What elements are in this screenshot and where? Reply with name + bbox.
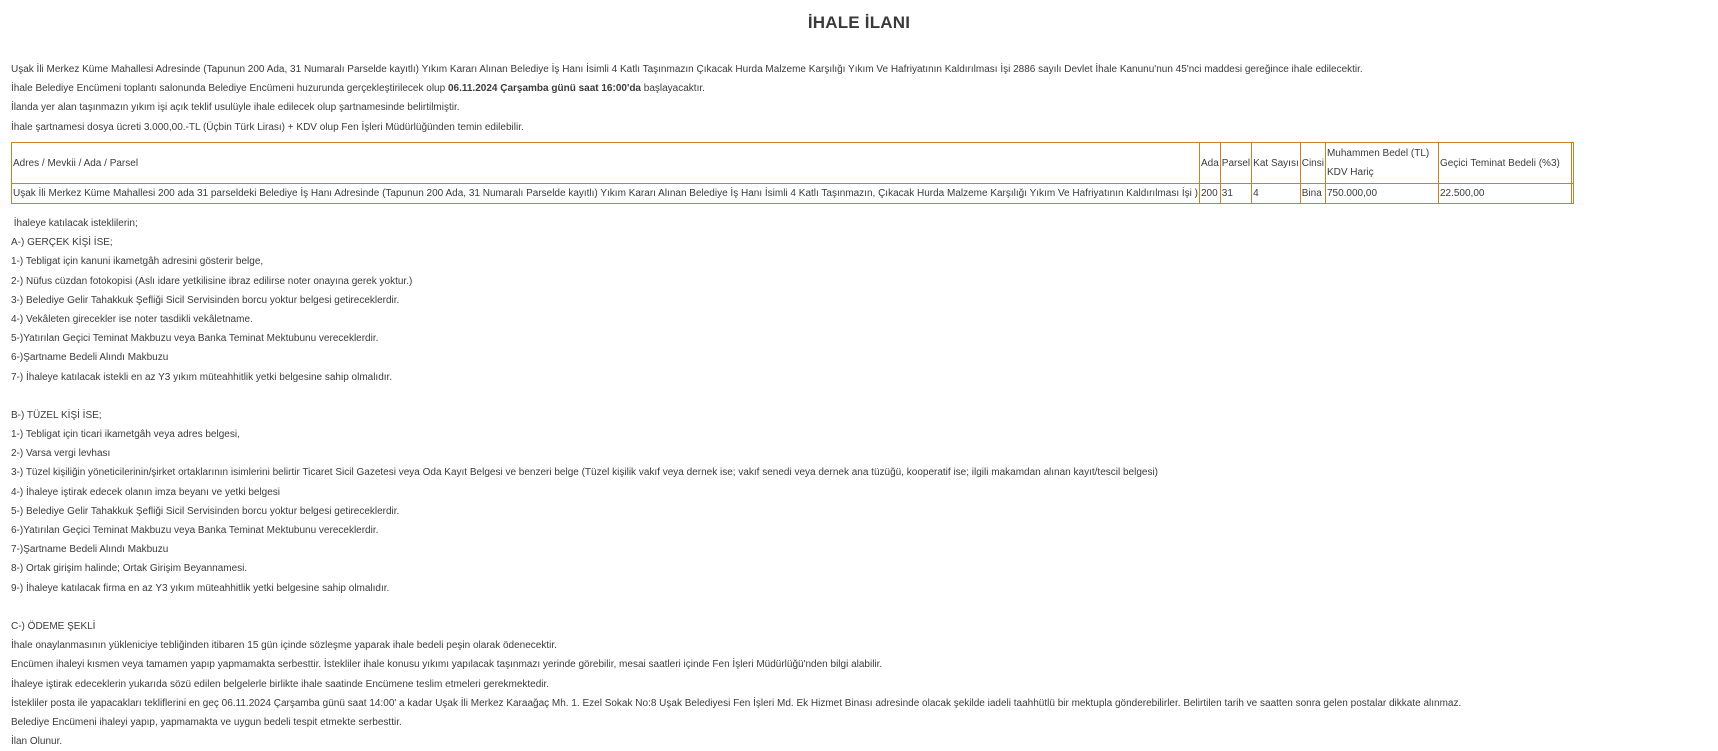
list-item: 3-) Belediye Gelir Tahakkuk Şefliği Sicil Servisinden borcu yoktur belgesi getireceklerdir. [11,294,400,306]
list-item: 1-) Tebligat için ticari ikametgâh veya adres belgesi, [11,429,240,441]
header-address: Adres / Mevkii / Ada / Parsel [12,143,1200,184]
table-row [12,184,1574,204]
cell-spacer [1571,184,1573,204]
cell-kat: 4 [1252,184,1301,204]
list-item: 4-) İhaleye iştirak edecek olanın imza beyanı ve yetki belgesi [11,486,281,498]
table-header-row [12,143,1574,184]
header-bedel-line1: Muhammen Bedel (TL) [1326,148,1430,159]
list-item: İhaleye iştirak edeceklerin yukarıda sözü edilen belgelerle birlikte ihale saatinde Encümene teslim etmeleri gerekmektedir. [11,678,550,690]
list-item: 5-) Belediye Gelir Tahakkuk Şefliği Sicil Servisinden borcu yoktur belgesi getireceklerdir. [11,505,400,517]
section-c-title: C-) ÖDEME ŞEKLİ [11,620,96,632]
auction-date: 06.11.2024 Çarşamba günü saat 16:00'da [447,83,641,95]
list-item: Encümen ihaleyi kısmen veya tamamen yapıp yapmamakta serbesttir. İstekliler ihale konusu yıkımı yapılacak taşınmazı yerinde görebilir, mesai saatleri içinde Fen İşleri Müdürlüğü'nden bilgi alabilir. [11,659,883,671]
list-item: 2-) Varsa vergi levhası [11,448,111,460]
list-item: 6-)Şartname Bedeli Alındı Makbuzu [11,352,169,364]
list-item: 3-) Tüzel kişiliğin yöneticilerinin/şirket ortaklarının isimlerini belirtir Ticaret Sicil Gazetesi veya Oda Kayıt Belgesi ve benzeri belge (Tüzel kişilik vakıf veya dernek ise; vakıf senedi veya dernek ana tüzüğü, kooperatif ise; ilgili makamdan alınan kayıt/tescil belgesi) [11,467,1158,479]
cell-teminat: 22.500,00 [1438,184,1571,204]
list-item: 6-)Yatırılan Geçici Teminat Makbuzu veya Banka Teminat Mektubunu vereceklerdir. [11,525,379,536]
requirements-section [11,214,1701,751]
spacer [11,387,1701,406]
header-teminat: Geçici Teminat Bedeli (%3) [1438,143,1571,184]
cell-address: Uşak İli Merkez Küme Mahallesi 200 ada 31 parseldeki Belediye İş Hanı Adresinde (Tapunun 200 Ada, 31 Numaralı Parselde kayıtlı) Yıkım Kararı Alınan Belediye İş Hanı İsimli 4 Katlı Taşınmazın, Çıkacak Hurda Malzeme Karşılığı Yıkım Ve Hafriyatının Kaldırılması İşi ) [12,184,1200,204]
intro-line: Uşak İli Merkez Küme Mahallesi Adresinde (Tapunun 200 Ada, 31 Numaralı Parselde kayıtlı) Yıkım Kararı Alınan Belediye İş Hanı İsimli 4 Katlı Taşınmazın Çıkacak Hurda Malzeme Karşılığı Yıkım Ve Hafriyatının Kaldırılması İşi 2886 sayılı Devlet İhale Kanunu'nun 45'nci maddesi gereğince ihale edilecektir. [11,64,1363,75]
cell-cinsi: Bina [1300,184,1325,204]
cell-ada: 200 [1200,184,1221,204]
header-parsel: Parsel [1220,143,1251,184]
section-b-title: B-) TÜZEL KİŞİ İSE; [11,409,102,421]
header-kat: Kat Sayısı [1252,143,1301,184]
spacer [11,598,1701,617]
header-bedel-line2: KDV Hariç [1326,167,1374,178]
cell-bedel: 750.000,00 [1325,184,1438,204]
header-cinsi: Cinsi [1300,143,1325,184]
list-item: İhale onaylanmasının yükleniciye tebliğinden itibaren 15 gün içinde sözleşme yaparak ihale bedeli peşin olarak ödenecektir. [11,640,557,652]
requirements-intro: İhaleye katılacak isteklilerin; [11,218,138,229]
list-item: 8-) Ortak girişim halinde; Ortak Girişim Beyannamesi. [11,563,248,575]
intro-text: İhale Belediye Encümeni toplantı salonunda Belediye Encümeni huzurunda gerçekleştirilecek olup [11,83,448,95]
list-item: İstekliler posta ile yapacakları tekliflerini en geç 06.11.2024 Çarşamba günü saat 14:00' a kadar Uşak İli Merkez Karaağaç Mh. 1. Ezel Sokak No:8 Uşak Belediyesi Fen İşleri Md. Ek Hizmet Binası adresinde olacak şekilde iadeli taahhütlü bir mektupla gönderebilirler. Belirtilen tarih ve saatten sonra gelen postalar dikkate alınmaz. [11,697,1462,709]
intro-line: İlanda yer alan taşınmazın yıkım işi açık teklif usulüyle ihale edilecek olup şartnamesinde belirtilmiştir. [11,102,460,114]
cell-parsel: 31 [1220,184,1251,204]
header-bedel [1325,143,1438,184]
header-ada: Ada [1200,143,1221,184]
page-title: İHALE İLANI [807,13,911,32]
list-item: 5-)Yatırılan Geçici Teminat Makbuzu veya Banka Teminat Mektubunu vereceklerdir. [11,333,379,345]
list-item: 7-) İhaleye katılacak istekli en az Y3 yıkım müteahhitlik yetki belgesine sahip olmalıdır. [11,371,393,383]
intro-paragraphs [11,60,1701,137]
list-item: İlan Olunur. [11,736,63,748]
tender-table [11,142,1574,204]
intro-line-date [11,79,1701,98]
list-item: 2-) Nüfus cüzdan fotokopisi (Aslı idare yetkilisine ibraz edilirse noter onayına gerek yoktur.) [11,275,413,287]
list-item: 9-) İhaleye katılacak firma en az Y3 yıkım müteahhitlik yetki belgesine sahip olmalıdır. [11,582,390,594]
intro-text: başlayacaktır. [641,83,705,95]
list-item: 1-) Tebligat için kanuni ikametgâh adresini gösterir belge, [11,256,264,268]
header-spacer [1571,143,1573,184]
list-item: 7-)Şartname Bedeli Alındı Makbuzu [11,544,169,556]
list-item: 4-) Vekâleten girecekler ise noter tasdikli vekâletname. [11,313,253,325]
list-item: Belediye Encümeni ihaleyi yapıp, yapmamakta ve uygun bedeli tespit etmekte serbesttir. [11,716,402,728]
intro-line: İhale şartnamesi dosya ücreti 3.000,00.-TL (Üçbin Türk Lirası) + KDV olup Fen İşleri Müdürlüğünden temin edilebilir. [11,121,524,133]
section-a-title: A-) GERÇEK KİŞİ İSE; [11,237,113,249]
